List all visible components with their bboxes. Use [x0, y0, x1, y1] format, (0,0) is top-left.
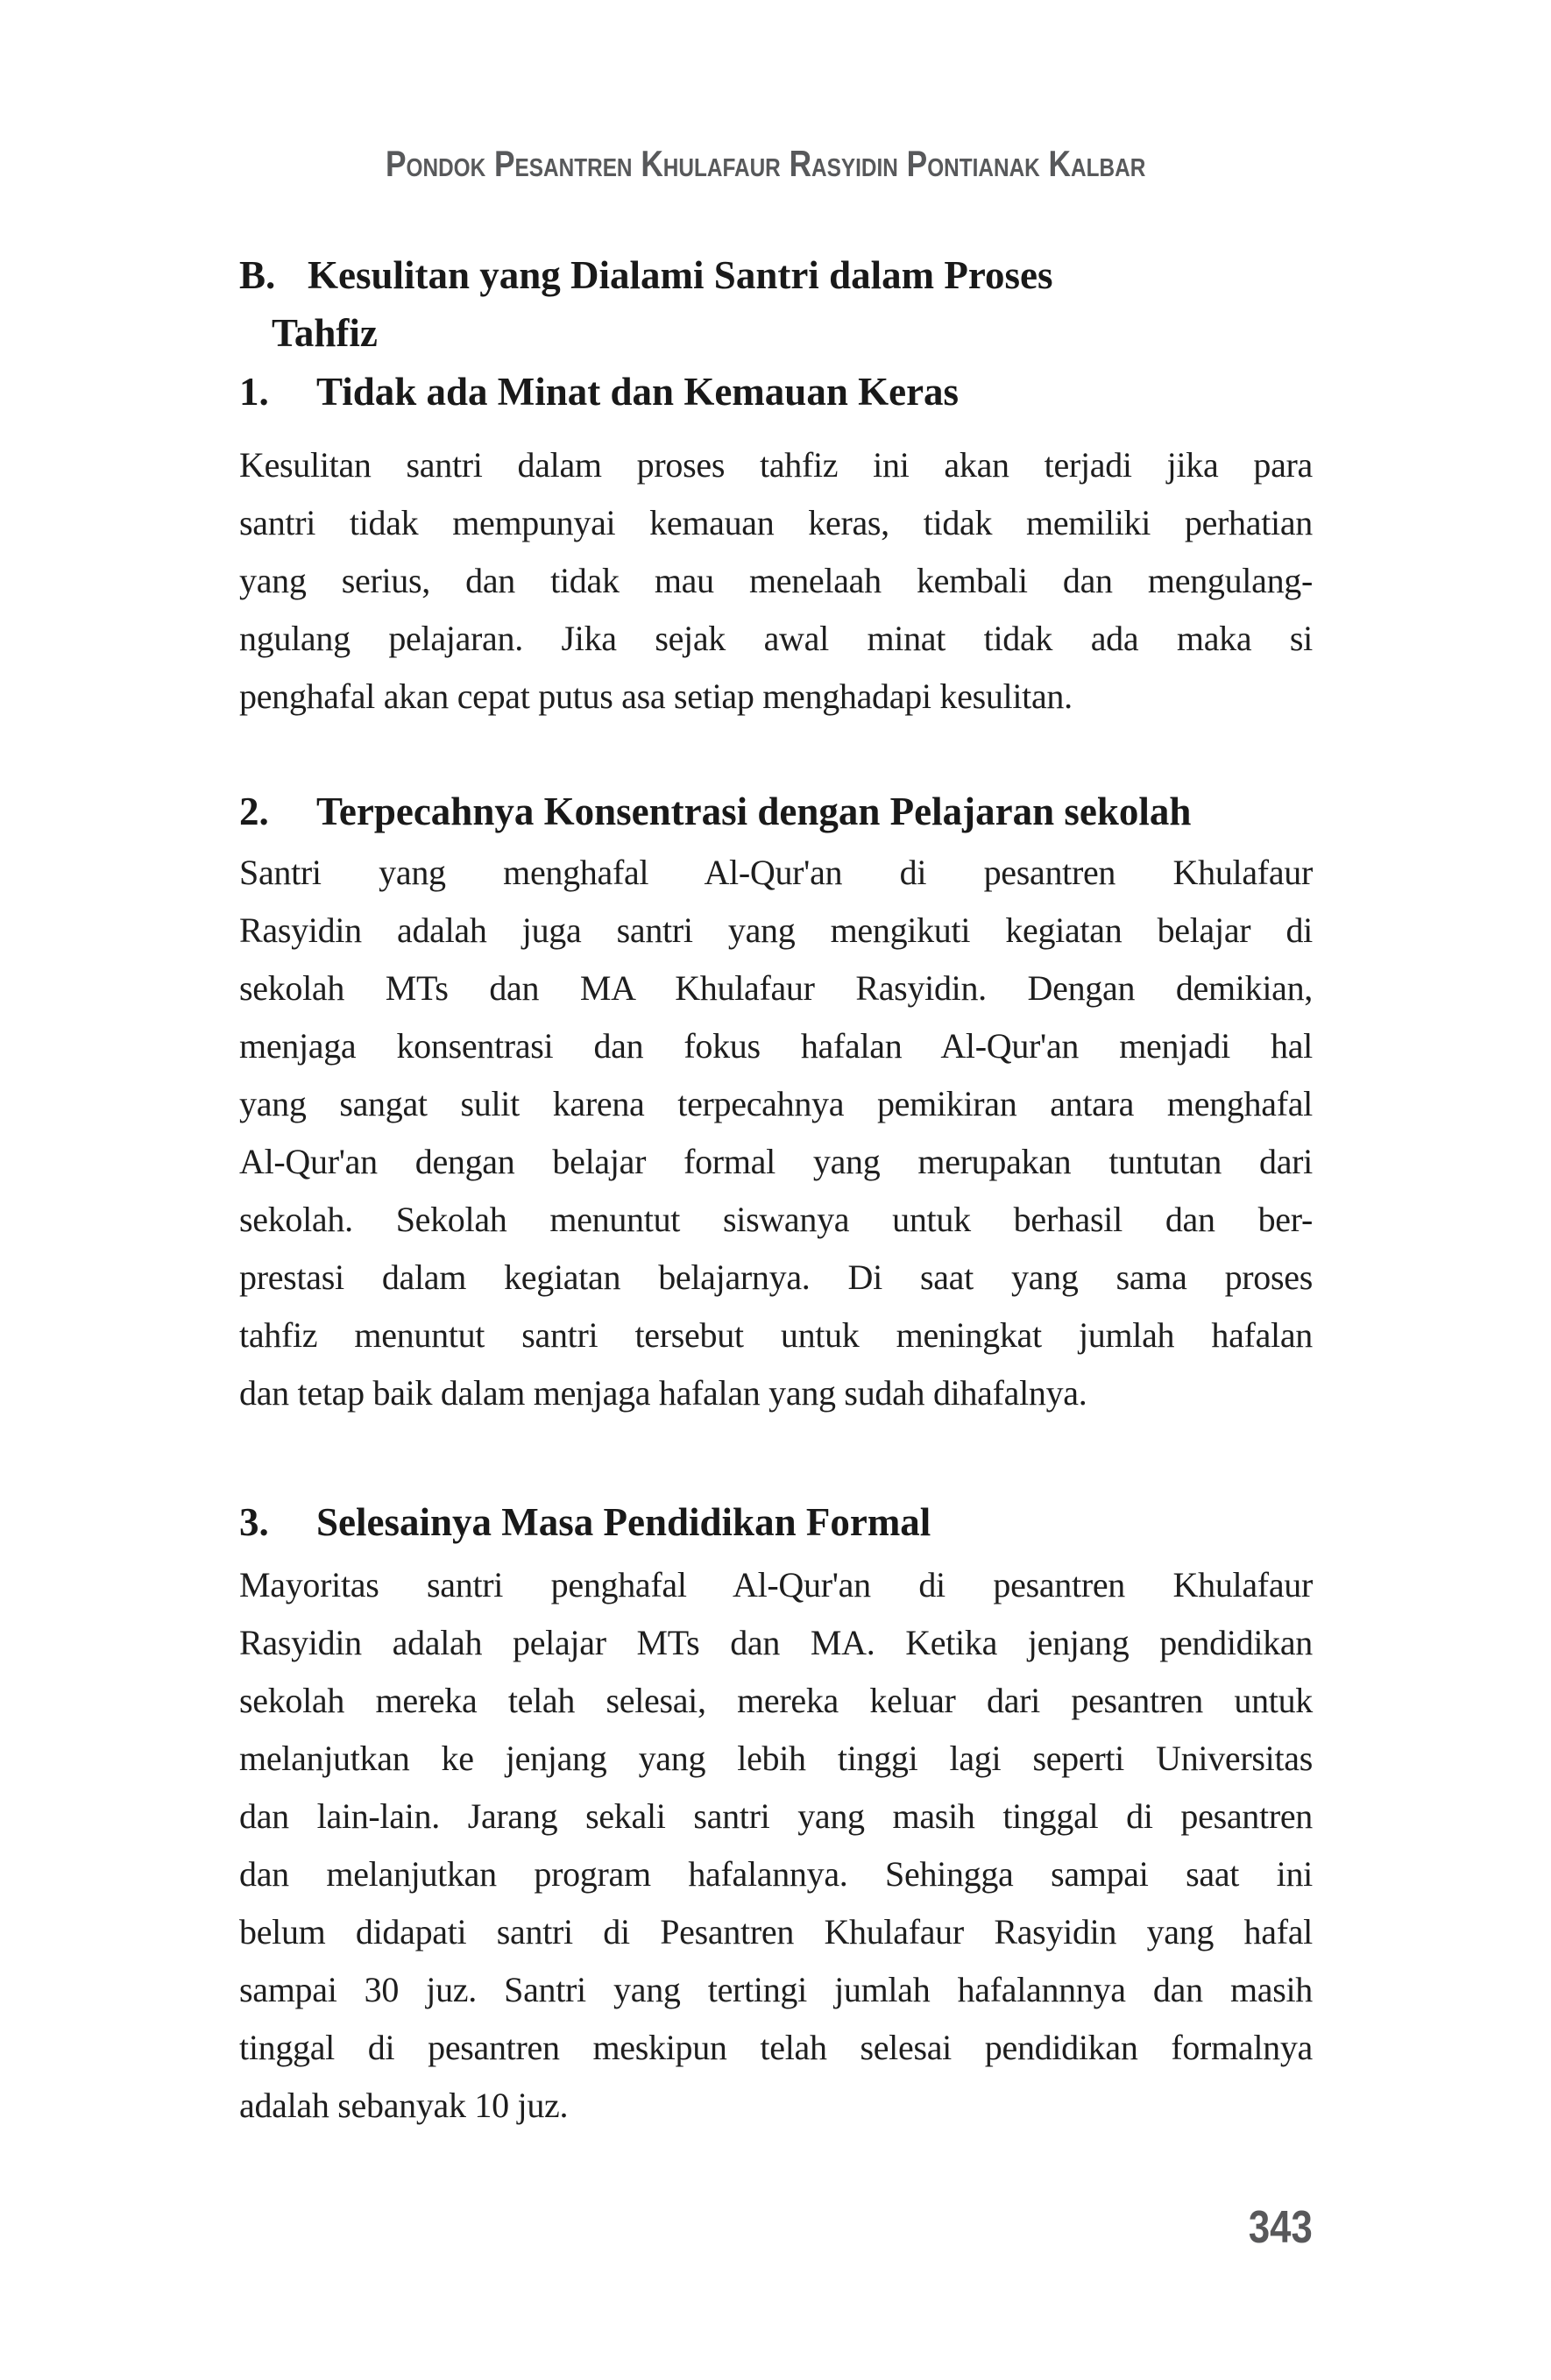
running-header: Pondok Pesantren Khulafaur Rasyidin Pontianak Kalbar [386, 143, 1146, 184]
paragraph-line: Rasyidin adalah pelajar MTs dan MA. Ketika jenjang pendidikan [239, 1623, 1313, 1662]
paragraph-line: tahfiz menuntut santri tersebut untuk meningkat jumlah hafalan [239, 1315, 1313, 1355]
paragraph-line: Rasyidin adalah juga santri yang mengikuti kegiatan belajar di [239, 910, 1313, 950]
paragraph-line: Santri yang menghafal Al-Qur'an di pesantren Khulafaur [239, 853, 1313, 892]
paragraph-2 [239, 844, 1313, 1422]
subsection-heading-3 [239, 1496, 1317, 1548]
paragraph-3 [239, 1556, 1313, 2135]
subsection-3-title: Selesainya Masa Pendidikan Formal [316, 1500, 931, 1544]
page-number: 343 [1249, 2202, 1313, 2253]
section-heading-number: B. [239, 253, 276, 297]
paragraph-line: ngulang pelajaran. Jika sejak awal minat tidak ada maka si [239, 619, 1313, 658]
paragraph-line: santri tidak mempunyai kemauan keras, tidak memiliki perhatian [239, 503, 1313, 542]
subsection-heading-1 [239, 365, 1317, 418]
subsection-heading-2 [239, 785, 1317, 838]
paragraph-line: Al-Qur'an dengan belajar formal yang merupakan tuntutan dari [239, 1142, 1313, 1181]
subsection-1-title: Tidak ada Minat dan Kemauan Keras [316, 370, 960, 414]
paragraph-line: dan tetap baik dalam menjaga hafalan yang sudah dihafalnya. [239, 1373, 1087, 1413]
paragraph-line: belum didapati santri di Pesantren Khulafaur Rasyidin yang hafal [239, 1912, 1313, 1951]
section-heading-b [239, 246, 1317, 362]
paragraph-line: Mayoritas santri penghafal Al-Qur'an di pesantren Khulafaur [239, 1565, 1313, 1604]
paragraph-line: melanjutkan ke jenjang yang lebih tinggi lagi seperti Universitas [239, 1739, 1313, 1778]
paragraph-line: dan melanjutkan program hafalannya. Sehingga sampai saat ini [239, 1854, 1313, 1894]
paragraph-line: sekolah MTs dan MA Khulafaur Rasyidin. Dengan demikian, [239, 968, 1313, 1008]
paragraph-line: yang serius, dan tidak mau menelaah kembali dan mengulang- [239, 561, 1313, 600]
section-heading-row [239, 246, 1317, 304]
paragraph-line: sekolah mereka telah selesai, mereka keluar dari pesantren untuk [239, 1681, 1313, 1720]
paragraph-line: yang sangat sulit karena terpecahnya pemikiran antara menghafal [239, 1084, 1313, 1123]
subsection-2-title: Terpecahnya Konsentrasi dengan Pelajaran sekolah [316, 790, 1192, 833]
paragraph-line: penghafal akan cepat putus asa setiap menghadapi kesulitan. [239, 676, 1073, 716]
subsection-3-number: 3. [239, 1500, 269, 1544]
subsection-1-number: 1. [239, 370, 269, 414]
paragraph-line: dan lain-lain. Jarang sekali santri yang masih tinggal di pesantren [239, 1796, 1313, 1836]
section-heading-title-line1: Kesulitan yang Dialami Santri dalam Proses [308, 253, 1053, 297]
section-heading-title-line2: Tahfiz [272, 311, 378, 355]
paragraph-line: prestasi dalam kegiatan belajarnya. Di saat yang sama proses [239, 1257, 1313, 1297]
paragraph-1 [239, 436, 1313, 726]
subsection-2-number: 2. [239, 790, 269, 833]
paragraph-line: menjaga konsentrasi dan fokus hafalan Al-Qur'an menjadi hal [239, 1026, 1313, 1066]
paragraph-line: sampai 30 juz. Santri yang tertingi jumlah hafalannnya dan masih [239, 1970, 1313, 2009]
paragraph-line: sekolah. Sekolah menuntut siswanya untuk berhasil dan ber- [239, 1200, 1313, 1239]
paragraph-line: tinggal di pesantren meskipun telah selesai pendidikan formalnya [239, 2028, 1313, 2067]
paragraph-line: adalah sebanyak 10 juz. [239, 2086, 569, 2125]
paragraph-line: Kesulitan santri dalam proses tahfiz ini akan terjadi jika para [239, 445, 1313, 485]
